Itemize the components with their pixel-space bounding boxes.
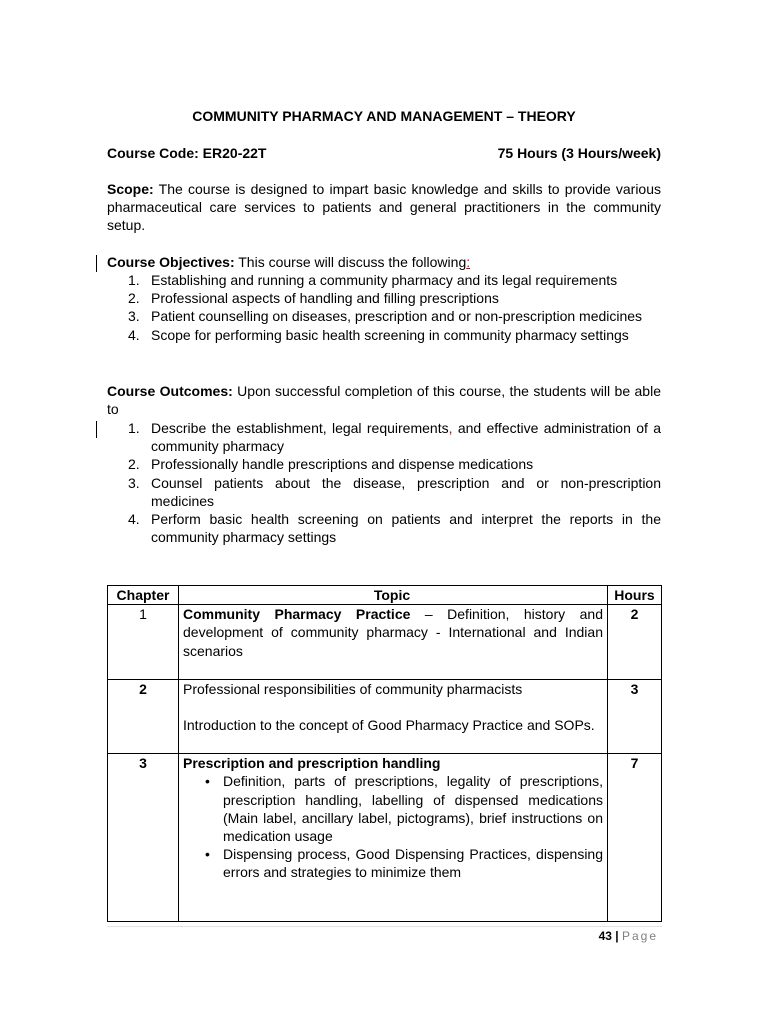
change-bar-marker [96, 421, 97, 438]
list-text: Professional aspects of handling and filling prescriptions [151, 290, 499, 307]
topic-text: Professional responsibilities of community pharmacists [183, 681, 523, 698]
cell-hours: 2 [608, 605, 662, 680]
cell-chapter: 1 [108, 605, 179, 680]
outcomes-list [107, 419, 661, 546]
list-number: 2. [128, 456, 140, 473]
table-row [108, 754, 662, 922]
list-text: Describe the establishment, legal requirements [151, 420, 449, 436]
topics-table [107, 585, 662, 922]
list-number: 3. [128, 474, 140, 491]
tracked-change-mark: , [448, 420, 453, 436]
objectives-label: Course Objectives: [107, 254, 235, 270]
cell-hours: 3 [608, 680, 662, 754]
list-text: Establishing and running a community pharmacy and its legal requirements [151, 272, 618, 288]
objectives-colon: : [466, 254, 471, 270]
outcomes-intro: Upon successful completion of this course, the students will be able to [107, 383, 661, 418]
list-text: Perform basic health screening on patients and interpret the reports in the community pharmacy settings [151, 511, 661, 546]
topic-heading: Community Pharmacy Practice [183, 606, 411, 623]
list-item: • Dispensing process, Good Dispensing Practices, dispensing errors and strategies to minimize them [223, 845, 603, 881]
cell-hours: 7 [608, 754, 662, 922]
table-header-row [108, 586, 662, 605]
document-title: COMMUNITY PHARMACY AND MANAGEMENT – THEORY [192, 108, 576, 124]
list-number: 2. [128, 290, 140, 307]
outcomes-label: Course Outcomes: [107, 383, 233, 399]
list-number: 1. [128, 272, 140, 288]
list-number: 4. [128, 511, 140, 528]
objectives-list [107, 271, 661, 344]
list-text: and effective administration of a community pharmacy [151, 420, 662, 455]
header-chapter: Chapter [108, 586, 179, 605]
objectives-intro: This course will discuss the following [234, 254, 467, 270]
list-item [107, 474, 661, 510]
list-item [107, 326, 661, 344]
cell-chapter: 2 [108, 680, 179, 754]
list-text: Scope for performing basic health screening in community pharmacy settings [151, 326, 629, 343]
topic-text: Introduction to the concept of Good Pharmacy Practice and SOPs. [183, 717, 595, 734]
course-code: Course Code: ER20-22T [107, 145, 267, 161]
scope-text: The course is designed to impart basic knowledge and skills to provide various pharmaceutical care services to patients and general practitioners in the community setup. [107, 181, 661, 234]
list-number: 1. [128, 420, 140, 436]
cell-topic [179, 605, 608, 680]
list-text: Counsel patients about the disease, prescription and or non-prescription medicines [151, 474, 661, 509]
header-topic: Topic [179, 586, 608, 605]
cell-chapter: 3 [108, 754, 179, 922]
footer-divider [107, 926, 662, 927]
list-item [107, 419, 661, 455]
course-hours: 75 Hours (3 Hours/week) [497, 145, 661, 161]
list-item [107, 510, 661, 546]
list-item [107, 289, 661, 307]
cell-topic [179, 680, 608, 754]
header-hours: Hours [608, 586, 662, 605]
list-item [107, 307, 661, 325]
topic-text: – Definition, history and development of community pharmacy - International and Indian scenarios [183, 606, 603, 659]
topic-heading: Prescription and prescription handling [183, 755, 441, 772]
table-row [108, 680, 662, 754]
change-bar-marker [96, 255, 97, 272]
cell-topic [179, 754, 608, 922]
list-item: • Definition, parts of prescriptions, legality of prescriptions, prescription handling, labelling of dispensed medications (Main label, ancillary label, pictograms), brief instructions on medication usage [223, 772, 603, 845]
page-footer [599, 927, 658, 945]
list-item [107, 271, 661, 289]
page-number: 43 [598, 929, 612, 943]
scope-label: Scope: [107, 181, 154, 197]
table-row [108, 605, 662, 680]
list-item [107, 455, 661, 473]
page-label: Page [621, 929, 658, 943]
list-number: 3. [128, 308, 140, 325]
footer-separator: | [611, 929, 622, 943]
list-number: 4. [128, 326, 140, 343]
list-text: Patient counselling on diseases, prescription and or non-prescription medicines [151, 308, 643, 325]
scope-paragraph [107, 180, 661, 235]
list-text: Professionally handle prescriptions and dispense medications [151, 456, 534, 473]
objectives-heading [107, 253, 661, 271]
topic-bullets [183, 772, 603, 881]
outcomes-heading [107, 382, 661, 418]
